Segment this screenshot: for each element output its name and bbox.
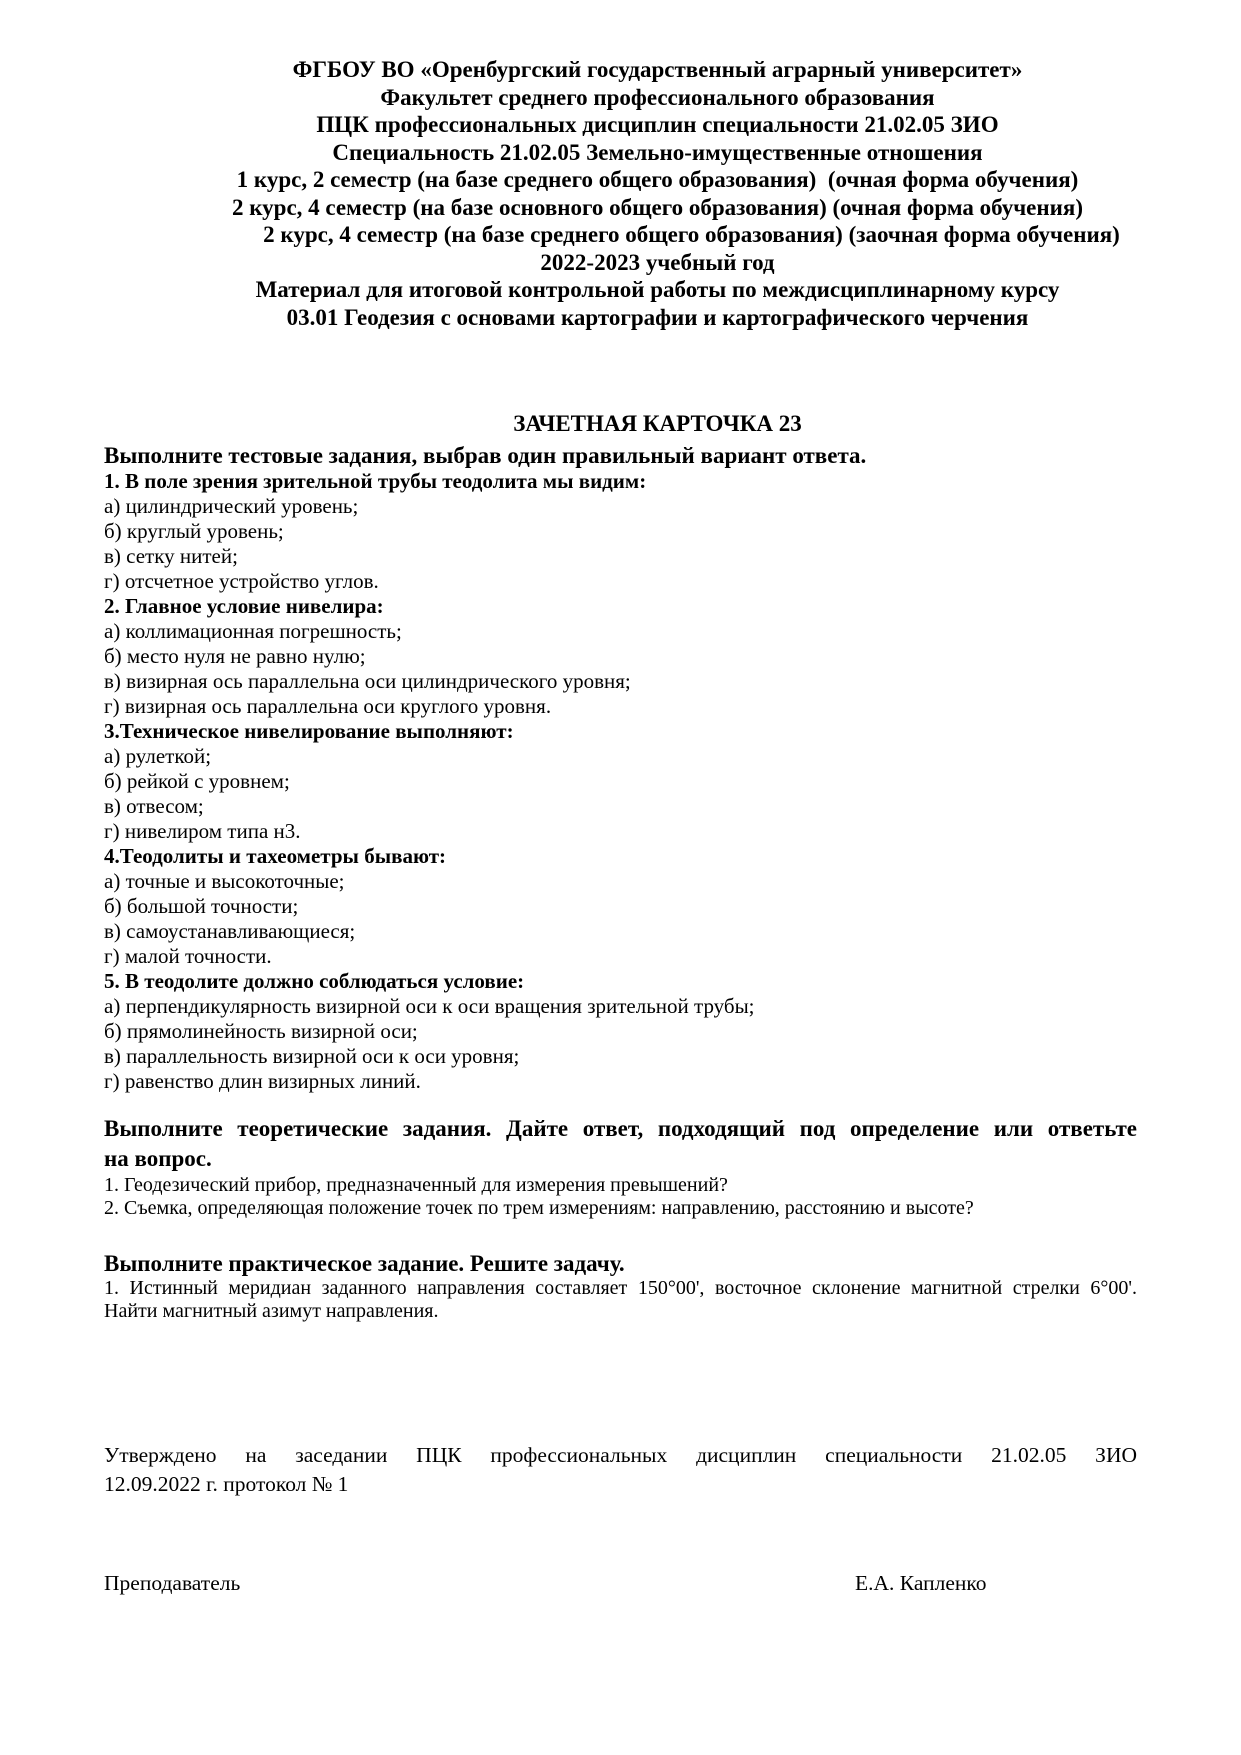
- question-1: [104, 469, 1137, 594]
- header-line-course-2: 2 курс, 4 семестр (на базе основного общего образования) (очная форма обучения): [231, 194, 1083, 220]
- question-5-option-a: а) перпендикулярность визирной оси к оси вращения зрительной трубы;: [104, 994, 755, 1018]
- approval-line-2: 12.09.2022 г. протокол № 1: [104, 1471, 349, 1496]
- theory-item-1: 1. Геодезический прибор, предназначенный для измерения превышений?: [104, 1174, 728, 1196]
- header-line-material: Материал для итоговой контрольной работы по междисциплинарному курсу: [255, 277, 1060, 302]
- header-line-specialty: Специальность 21.02.05 Земельно-имущественные отношения: [332, 139, 983, 165]
- question-3-option-b: б) рейкой с уровнем;: [104, 769, 290, 793]
- document-header: [178, 56, 1137, 331]
- practice-item-line-1: 1. Истинный меридиан заданного направления составляет 150°00', восточное склонение магнитной стрелки 6°00'.: [104, 1277, 1137, 1299]
- theory-header-line-2: на вопрос.: [104, 1146, 212, 1171]
- test-questions-section: [104, 469, 1137, 1094]
- card-title: ЗАЧЕТНАЯ КАРТОЧКА 23: [513, 411, 802, 436]
- question-1-option-g: г) отсчетное устройство углов.: [104, 569, 379, 593]
- question-3-option-a: а) рулеткой;: [104, 744, 212, 768]
- header-line-university: ФГБОУ ВО «Оренбургский государственный аграрный университет»: [292, 57, 1023, 82]
- question-2-option-v: в) визирная ось параллельна оси цилиндрического уровня;: [104, 669, 631, 693]
- question-5-title: 5. В теодолите должно соблюдаться условие:: [104, 969, 525, 993]
- question-2-option-a: а) коллимационная погрешность;: [104, 619, 402, 643]
- question-5-option-b: б) прямолинейность визирной оси;: [104, 1019, 418, 1043]
- teacher-name: Е.А. Капленко: [855, 1571, 987, 1595]
- theory-item-2: 2. Съемка, определяющая положение точек по трем измерениям: направлению, расстоянию и высоте?: [104, 1197, 974, 1219]
- question-1-option-a: а) цилиндрический уровень;: [104, 494, 359, 518]
- practice-header: Выполните практическое задание. Решите задачу.: [104, 1251, 625, 1276]
- teacher-label: Преподаватель: [104, 1571, 241, 1595]
- question-1-option-b: б) круглый уровень;: [104, 519, 284, 543]
- question-1-option-v: в) сетку нитей;: [104, 544, 238, 568]
- question-4: [104, 844, 1137, 969]
- question-5-option-v: в) параллельность визирной оси к оси уровня;: [104, 1044, 520, 1068]
- question-3-title: 3.Техническое нивелирование выполняют:: [104, 719, 514, 743]
- question-4-option-g: г) малой точности.: [104, 944, 272, 968]
- question-5-option-g: г) равенство длин визирных линий.: [104, 1069, 421, 1093]
- approval-note: [104, 1441, 1137, 1498]
- header-line-course-1: 1 курс, 2 семестр (на базе среднего общего образования) (очная форма обучения): [236, 167, 1079, 192]
- question-2-option-g: г) визирная ось параллельна оси круглого уровня.: [104, 694, 552, 718]
- test-instructions: Выполните тестовые задания, выбрав один правильный вариант ответа.: [104, 443, 867, 468]
- question-1-title: 1. В поле зрения зрительной трубы теодолита мы видим:: [104, 469, 647, 493]
- question-4-option-v: в) самоустанавливающиеся;: [104, 919, 356, 943]
- approval-line-1: Утверждено на заседании ПЦК профессиональных дисциплин специальности 21.02.05 ЗИО: [104, 1443, 1137, 1467]
- question-3: [104, 719, 1137, 844]
- signature-row: [104, 1571, 1137, 1596]
- question-2: [104, 594, 1137, 719]
- question-4-title: 4.Теодолиты и тахеометры бывают:: [104, 844, 447, 868]
- header-line-course-3: 2 курс, 4 семестр (на базе среднего общего образования) (заочная форма обучения): [263, 222, 1120, 247]
- header-line-course-title: 03.01 Геодезия с основами картографии и картографического черчения: [286, 304, 1029, 330]
- theory-section: [104, 1114, 1137, 1220]
- header-line-pck: ПЦК профессиональных дисциплин специальности 21.02.05 ЗИО: [316, 112, 999, 137]
- question-3-option-v: в) отвесом;: [104, 794, 204, 818]
- question-2-option-b: б) место нуля не равно нулю;: [104, 644, 366, 668]
- question-5: [104, 969, 1137, 1094]
- theory-header-line-1: Выполните теоретические задания. Дайте ответ, подходящий под определение или ответьте: [104, 1116, 1137, 1141]
- question-2-title: 2. Главное условие нивелира:: [104, 594, 384, 618]
- question-3-option-g: г) нивелиром типа н3.: [104, 819, 301, 843]
- practice-section: [104, 1251, 1137, 1323]
- question-4-option-a: а) точные и высокоточные;: [104, 869, 345, 893]
- header-line-faculty: Факультет среднего профессионального образования: [380, 84, 935, 110]
- practice-item-line-2: Найти магнитный азимут направления.: [104, 1300, 439, 1322]
- question-4-option-b: б) большой точности;: [104, 894, 299, 918]
- header-line-year: 2022-2023 учебный год: [540, 249, 775, 275]
